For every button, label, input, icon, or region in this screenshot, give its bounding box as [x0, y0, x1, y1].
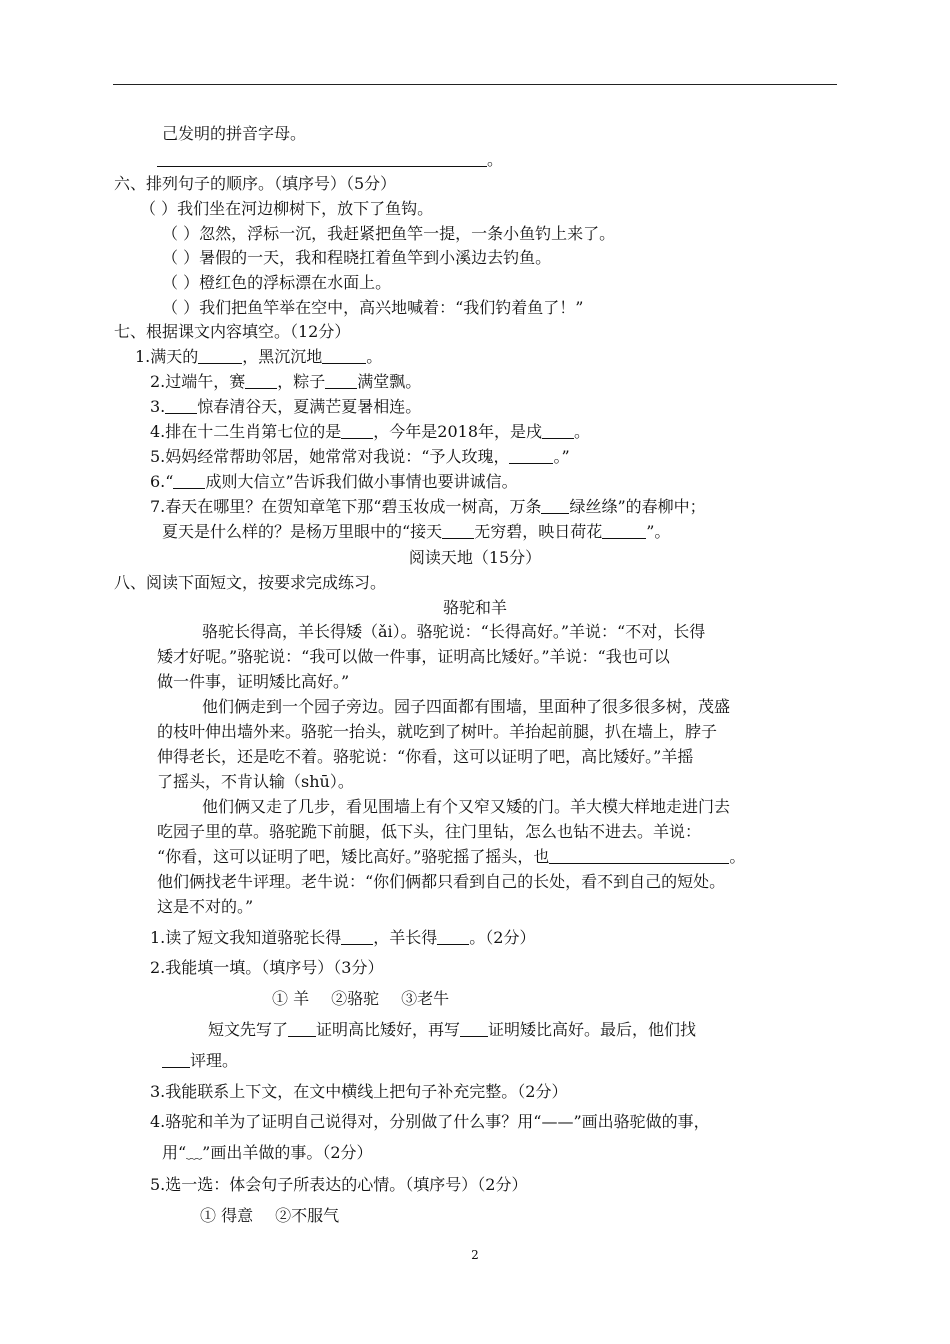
answer-blank[interactable]	[165, 397, 197, 414]
prev-question-tail: 己发明的拼音字母。	[162, 124, 307, 143]
order-item: （ ）我们把鱼竿举在空中，高兴地喊着：“我们钓着鱼了！”	[162, 298, 584, 317]
fill-question-4: 4.排在十二生肖第七位的是 ，今年是2018年，是戌 。	[150, 422, 591, 441]
reading-question-1: 1.读了短文我知道骆驼长得 ，羊长得 。（2分）	[150, 928, 536, 947]
story-answer-blank[interactable]	[549, 847, 729, 864]
fill-question-2: 2.过端午，赛 ，粽子 满堂飘。	[150, 372, 422, 391]
answer-blank[interactable]	[173, 472, 205, 489]
answer-blank[interactable]	[437, 928, 469, 945]
reading-question-4-cont: 用“﹏”画出羊做的事。（2分）	[162, 1143, 373, 1162]
reading-section-title: 阅读天地（15分）	[408, 548, 542, 567]
reading-question-2: 2.我能填一填。（填序号）（3分）	[150, 958, 384, 977]
answer-blank[interactable]	[460, 1020, 488, 1037]
story-line: 矮才好呢。”骆驼说：“我可以做一件事，证明高比矮好。”羊说：“我也可以	[157, 647, 670, 666]
answer-blank[interactable]	[602, 522, 646, 539]
story-line: 吃园子里的草。骆驼跪下前腿，低下头，往门里钻，怎么也钻不进去。羊说：	[157, 822, 702, 841]
story-line: 了摇头，不肯认输（shū）。	[157, 772, 354, 791]
story-line: 这是不对的。”	[157, 897, 254, 916]
order-item: （ ）我们坐在河边柳树下，放下了鱼钩。	[140, 199, 434, 218]
order-item: （ ）橙红色的浮标漂在水面上。	[162, 273, 392, 292]
story-title: 骆驼和羊	[442, 598, 507, 617]
fill-question-1: 1.满天的 ，黑沉沉地 。	[135, 347, 383, 366]
page-number: 2	[471, 1248, 479, 1262]
answer-blank[interactable]	[162, 1051, 190, 1068]
answer-blank[interactable]	[322, 347, 366, 364]
answer-blank[interactable]	[509, 447, 553, 464]
question-2-fill-cont: 评理。	[162, 1051, 238, 1071]
story-line: 骆驼长得高，羊长得矮（ǎi）。骆驼说：“长得高好。”羊说：“不对，长得	[202, 622, 706, 641]
story-line: 的枝叶伸出墙外来。骆驼一抬头，就吃到了树叶。羊抬起前腿，扒在墙上，脖子	[157, 722, 718, 741]
answer-blank[interactable]	[341, 422, 373, 439]
reading-question-4: 4.骆驼和羊为了证明自己说得对，分别做了什么事？用“——”画出骆驼做的事，	[150, 1112, 710, 1131]
section-8-heading: 八、阅读下面短文，按要求完成练习。	[114, 573, 387, 592]
reading-question-5: 5.选一选：体会句子所表达的心情。（填序号）（2分）	[150, 1175, 528, 1194]
answer-blank[interactable]	[198, 347, 242, 364]
section-6-heading: 六、排列句子的顺序。（填序号）（5分）	[114, 174, 397, 193]
answer-blank[interactable]	[157, 150, 487, 167]
answer-blank[interactable]	[325, 372, 357, 389]
fill-question-6: 6.“ 成则大信立”告诉我们做小事情也要讲诚信。	[150, 472, 518, 491]
story-line: 他们俩又走了几步，看见围墙上有个又窄又矮的门。羊大模大样地走进门去	[202, 797, 731, 816]
story-line: 他们俩找老牛评理。老牛说：“你们俩都只看到自己的长处，看不到自己的短处。	[157, 872, 726, 891]
question-5-options: ① 得意 ②不服气	[200, 1206, 340, 1225]
answer-blank[interactable]	[542, 422, 574, 439]
fill-question-5: 5.妈妈经常帮助邻居，她常常对我说：“予人玫瑰， 。”	[150, 447, 570, 466]
answer-blank[interactable]	[442, 522, 474, 539]
story-line: 他们俩走到一个园子旁边。园子四面都有围墙，里面种了很多很多树，茂盛	[202, 697, 731, 716]
answer-blank[interactable]	[341, 928, 373, 945]
fill-question-3: 3. 惊春清谷天，夏满芒夏暑相连。	[150, 397, 422, 416]
section-7-heading: 七、根据课文内容填空。（12分）	[114, 322, 351, 341]
answer-blank[interactable]	[245, 372, 277, 389]
fill-question-7-cont: 夏天是什么样的？是杨万里眼中的“接天 无穷碧，映日荷花 ”。	[162, 522, 671, 541]
answer-blank[interactable]	[541, 497, 569, 514]
header-rule	[113, 84, 837, 85]
order-item: （ ）忽然，浮标一沉，我赶紧把鱼竿一提，一条小鱼钓上来了。	[162, 224, 616, 243]
reading-question-3: 3.我能联系上下文，在文中横线上把句子补充完整。（2分）	[150, 1082, 568, 1101]
prev-answer-line: 。	[157, 150, 503, 170]
question-2-options: ① 羊 ②骆驼 ③老牛	[272, 989, 450, 1008]
story-line: 做一件事，证明矮比高好。”	[157, 672, 350, 691]
story-line: “你看，这可以证明了吧，矮比高好。”骆驼摇了摇头，也 。	[157, 847, 746, 866]
question-2-fill: 短文先写了 证明高比矮好，再写 证明矮比高好。最后，他们找	[208, 1020, 697, 1039]
answer-blank[interactable]	[288, 1020, 316, 1037]
fill-question-7: 7.春天在哪里？在贺知章笔下那“碧玉妆成一树高，万条 绿丝绦”的春柳中；	[150, 497, 706, 516]
order-item: （ ）暑假的一天，我和程晓扛着鱼竿到小溪边去钓鱼。	[162, 248, 552, 267]
story-line: 伸得老长，还是吃不着。骆驼说：“你看，这可以证明了吧，高比矮好。”羊摇	[157, 747, 694, 766]
